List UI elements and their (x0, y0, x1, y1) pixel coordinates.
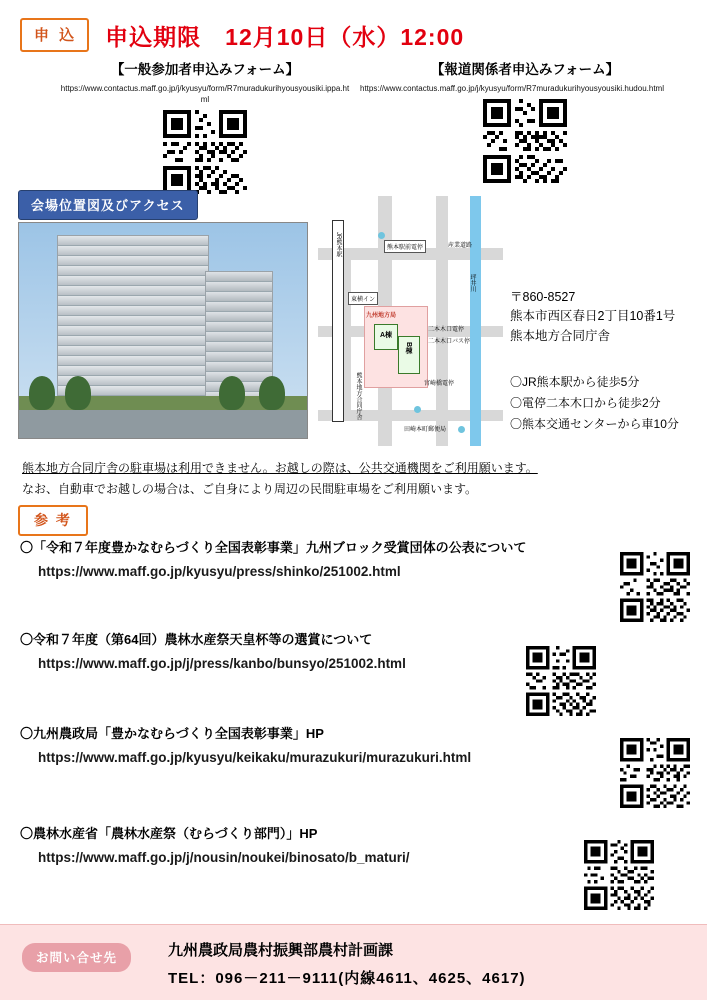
photo-tree (259, 376, 285, 410)
access-route-2: 〇電停二本木口から徒歩2分 (510, 396, 661, 410)
general-form-title: 【一般参加者申込みフォーム】 (110, 62, 300, 77)
reference-title: 〇九州農政局「豊かなむらづくり全国表彰事業」HP (20, 726, 324, 741)
access-route-1: 〇JR熊本駅から徒歩5分 (510, 375, 640, 389)
apply-badge: 申 込 (20, 18, 89, 52)
parking-note (22, 458, 692, 500)
reference-item (20, 630, 690, 696)
contact-department: 九州農政局農村振興部農村計画課 (168, 942, 394, 959)
photo-ground (19, 410, 307, 438)
qr-ref-1[interactable] (620, 552, 690, 622)
press-form-title: 【報道関係者申込みフォーム】 (430, 62, 620, 77)
reference-title: 〇「令和７年度豊かなむらづくり全国表彰事業」九州ブロック受賞団体の公表について (20, 540, 527, 555)
map-label-station: JR熊本駅 (335, 232, 341, 258)
access-section-label (18, 190, 198, 220)
qr-ref-2[interactable] (526, 646, 596, 716)
press-form-block (360, 58, 690, 183)
reference-list (20, 538, 690, 908)
reference-item (20, 724, 690, 790)
access-route-3: 〇熊本交通センターから車10分 (510, 417, 679, 431)
reference-url[interactable]: https://www.maff.go.jp/kyusyu/press/shinko/251002.html (38, 563, 401, 579)
map-label-nihongi: 二本木口電停 (428, 327, 465, 333)
qr-ref-3[interactable] (620, 738, 690, 808)
photo-tree (219, 376, 245, 410)
reference-url[interactable]: https://www.maff.go.jp/j/nousin/noukei/binosato/b_maturi/ (38, 849, 410, 865)
venue-postal: 〒860-8527 (510, 290, 576, 304)
map-dot-2 (458, 426, 465, 433)
qr-press-form[interactable] (483, 99, 567, 183)
map-label-river: 坪井川 (469, 274, 475, 292)
reference-title: 〇農林水産省「農林水産祭（むらづくり部門）」HP (20, 826, 318, 841)
reference-url[interactable]: https://www.maff.go.jp/j/press/kanbo/bunsyo/251002.html (38, 655, 406, 671)
map-label-post: 田崎本町郵便局 (404, 427, 447, 433)
apply-row (20, 18, 464, 52)
map-dot-1 (414, 406, 421, 413)
general-form-block (60, 58, 350, 194)
venue-photo (18, 222, 308, 439)
reference-item (20, 824, 690, 890)
map-river (470, 196, 481, 446)
venue-address-line2: 熊本地方合同庁舎 (510, 328, 611, 343)
photo-tree (29, 376, 55, 410)
map-label-sangyo: 産業道路 (448, 243, 473, 249)
apply-deadline: 申込期限 12月10日（水）12:00 (105, 23, 465, 50)
reference-item (20, 538, 690, 598)
access-routes (510, 372, 679, 435)
map-label-tokyu-inn: 東横イン (348, 292, 378, 305)
qr-ref-4[interactable] (584, 840, 654, 910)
venue-map (318, 196, 503, 446)
map-label-sakizaki: 宮崎橋電停 (424, 381, 455, 387)
reference-title: 〇令和７年度（第64回）農林水産祭天皇杯等の選賞について (20, 632, 373, 647)
parking-note-line2: なお、自動車でお越しの場合は、ご自身により周辺の民間駐車場をご利用願います。 (22, 482, 478, 496)
access-label-text: 会場位置図及びアクセス (18, 190, 198, 220)
map-label-goudou: 九州地方局 (366, 313, 397, 319)
press-form-url[interactable]: https://www.contactus.maff.go.jp/j/kyusyu/form/R7muradukurihyousyousiki.hudou.html (360, 84, 664, 93)
photo-tree (65, 376, 91, 410)
reference-label-text: 参 考 (18, 505, 88, 536)
map-label-building-a: A棟 (380, 332, 393, 339)
map-label-building-b: B棟 (405, 342, 412, 355)
reference-url[interactable]: https://www.maff.go.jp/kyusyu/keikaku/murazukuri/murazukuri.html (38, 749, 472, 765)
contact-tel: TEL：096－211－9111(内線4611、4625、4617) (168, 970, 526, 987)
map-label-goudou-full: 熊本地方合同庁舎 (355, 372, 361, 420)
map-dot-3 (378, 232, 385, 239)
map-label-station-tram: 熊本駅前電停 (384, 240, 426, 253)
contact-badge: お問い合せ先 (22, 943, 131, 972)
press-form-qr-wrap (360, 99, 690, 183)
contact-footer (0, 924, 707, 1000)
venue-address (510, 288, 675, 346)
general-form-url[interactable]: https://www.contactus.maff.go.jp/j/kyusyu/form/R7muradukurihyousyousiki.ippa.html (60, 84, 350, 104)
map-road-vertical-2 (436, 196, 448, 446)
general-form-qr-wrap (60, 110, 350, 194)
reference-section-label (18, 505, 88, 536)
parking-note-line1: 熊本地方合同庁舎の駐車場は利用できません。お越しの際は、公共交通機関をご利用願います。 (22, 461, 538, 475)
map-label-nihongi-bus: 二本木口バス停 (428, 339, 471, 345)
venue-address-line1: 熊本市西区春日2丁目10番1号 (510, 309, 676, 324)
qr-general-form[interactable] (163, 110, 247, 194)
